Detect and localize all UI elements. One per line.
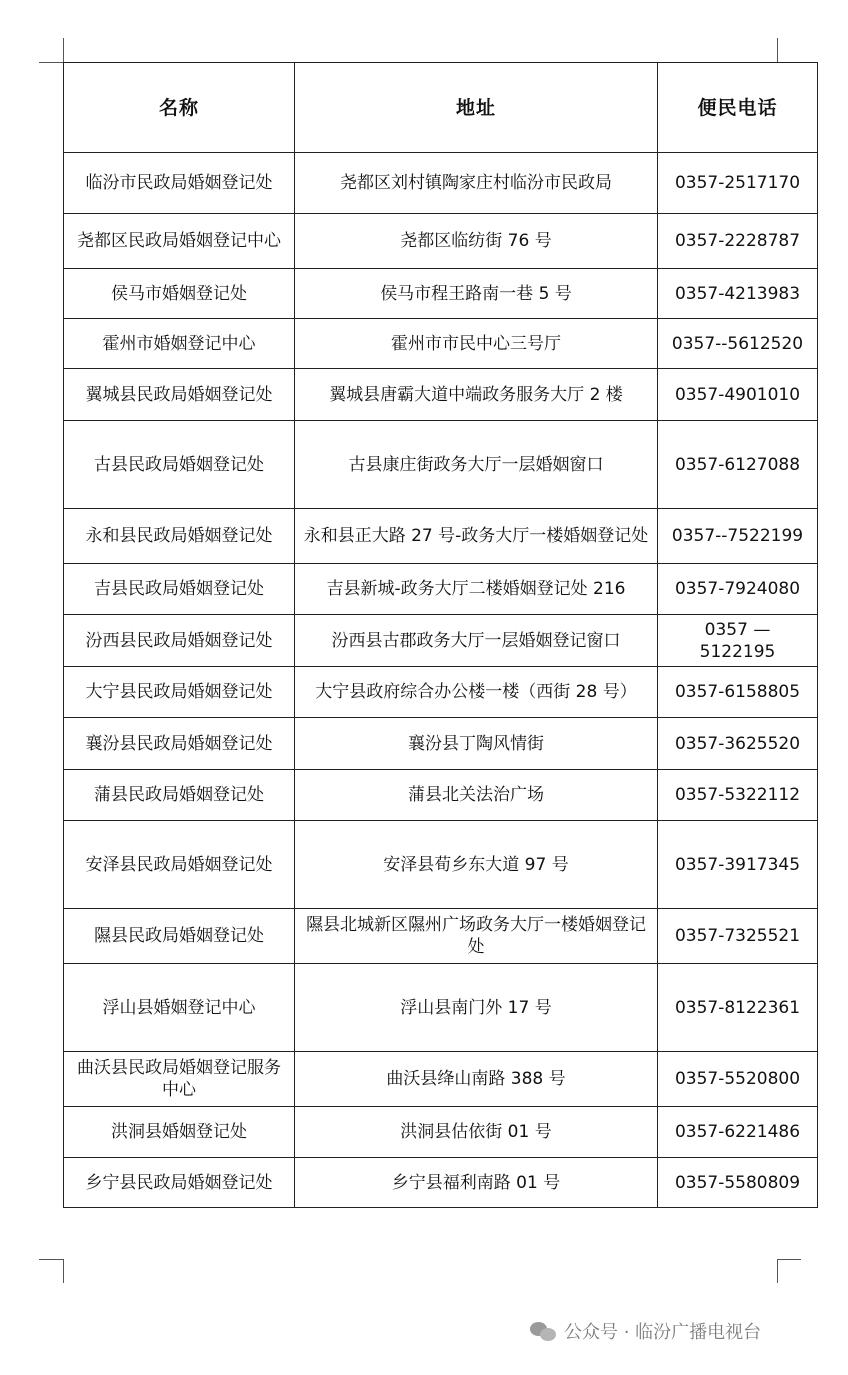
address-cell: 永和县正大路 27 号-政务大厅一楼婚姻登记处 [295,509,658,564]
address-cell: 霍州市市民中心三号厅 [295,319,658,369]
table-row [64,269,818,319]
office-name-cell: 浮山县婚姻登记中心 [64,964,295,1052]
address-cell: 尧都区临纺街 76 号 [295,214,658,269]
phone-cell: 0357-5322112 [658,770,818,821]
phone-cell: 0357 — 5122195 [658,615,818,667]
table-row [64,770,818,821]
table-row [64,821,818,909]
phone-cell: 0357--7522199 [658,509,818,564]
phone-cell: 0357-6221486 [658,1107,818,1158]
office-name-cell: 临汾市民政局婚姻登记处 [64,153,295,214]
table-row [64,1052,818,1107]
table-row [64,909,818,964]
office-name-cell: 安泽县民政局婚姻登记处 [64,821,295,909]
phone-cell: 0357-5520800 [658,1052,818,1107]
phone-cell: 0357-6158805 [658,667,818,718]
table-row [64,369,818,421]
marriage-registry-table [63,62,818,1208]
office-name-cell: 乡宁县民政局婚姻登记处 [64,1158,295,1208]
phone-cell: 0357-3625520 [658,718,818,770]
table-row [64,421,818,509]
table-row [64,718,818,770]
address-cell: 翼城县唐霸大道中端政务服务大厅 2 楼 [295,369,658,421]
office-name-cell: 蒲县民政局婚姻登记处 [64,770,295,821]
crop-mark-bottom-left-h [39,1259,63,1260]
office-name-cell: 大宁县民政局婚姻登记处 [64,667,295,718]
table-row [64,153,818,214]
office-name-cell: 吉县民政局婚姻登记处 [64,564,295,615]
table-row [64,509,818,564]
office-name-cell: 古县民政局婚姻登记处 [64,421,295,509]
address-cell: 浮山县南门外 17 号 [295,964,658,1052]
table-row [64,964,818,1052]
address-cell: 侯马市程王路南一巷 5 号 [295,269,658,319]
office-name-cell: 永和县民政局婚姻登记处 [64,509,295,564]
table-row [64,564,818,615]
table-header-row [64,63,818,153]
table-row [64,1107,818,1158]
phone-cell: 0357-4213983 [658,269,818,319]
header-address: 地址 [295,63,658,153]
phone-cell: 0357-2517170 [658,153,818,214]
address-cell: 隰县北城新区隰州广场政务大厅一楼婚姻登记处 [295,909,658,964]
phone-cell: 0357-6127088 [658,421,818,509]
phone-cell: 0357-7924080 [658,564,818,615]
office-name-cell: 侯马市婚姻登记处 [64,269,295,319]
address-cell: 大宁县政府综合办公楼一楼（西街 28 号） [295,667,658,718]
table-row [64,214,818,269]
address-cell: 古县康庄街政务大厅一层婚姻窗口 [295,421,658,509]
wechat-icon [530,1320,558,1342]
watermark-text: 公众号 · 临汾广播电视台 [564,1322,762,1343]
phone-cell: 0357-2228787 [658,214,818,269]
phone-cell: 0357-5580809 [658,1158,818,1208]
office-name-cell: 隰县民政局婚姻登记处 [64,909,295,964]
office-name-cell: 洪洞县婚姻登记处 [64,1107,295,1158]
office-name-cell: 翼城县民政局婚姻登记处 [64,369,295,421]
address-cell: 吉县新城-政务大厅二楼婚姻登记处 216 [295,564,658,615]
table-row [64,667,818,718]
phone-cell: 0357--5612520 [658,319,818,369]
watermark [530,1318,761,1344]
crop-mark-top-left-v [63,38,64,62]
header-name: 名称 [64,63,295,153]
address-cell: 安泽县荀乡东大道 97 号 [295,821,658,909]
phone-cell: 0357-4901010 [658,369,818,421]
header-phone: 便民电话 [658,63,818,153]
crop-mark-bottom-right-h [777,1259,801,1260]
office-name-cell: 霍州市婚姻登记中心 [64,319,295,369]
office-name-cell: 曲沃县民政局婚姻登记服务中心 [64,1052,295,1107]
address-cell: 洪洞县估依街 01 号 [295,1107,658,1158]
phone-cell: 0357-3917345 [658,821,818,909]
address-cell: 乡宁县福利南路 01 号 [295,1158,658,1208]
table-row [64,615,818,667]
crop-mark-top-right-v [777,38,778,62]
crop-mark-bottom-right-v [777,1259,778,1283]
address-cell: 汾西县古郡政务大厅一层婚姻登记窗口 [295,615,658,667]
address-cell: 曲沃县绛山南路 388 号 [295,1052,658,1107]
office-name-cell: 汾西县民政局婚姻登记处 [64,615,295,667]
address-cell: 襄汾县丁陶风情街 [295,718,658,770]
phone-cell: 0357-8122361 [658,964,818,1052]
address-cell: 蒲县北关法治广场 [295,770,658,821]
phone-cell: 0357-7325521 [658,909,818,964]
office-name-cell: 襄汾县民政局婚姻登记处 [64,718,295,770]
office-name-cell: 尧都区民政局婚姻登记中心 [64,214,295,269]
address-cell: 尧都区刘村镇陶家庄村临汾市民政局 [295,153,658,214]
crop-mark-top-left-h [39,62,63,63]
table-row [64,1158,818,1208]
table-row [64,319,818,369]
crop-mark-bottom-left-v [63,1259,64,1283]
